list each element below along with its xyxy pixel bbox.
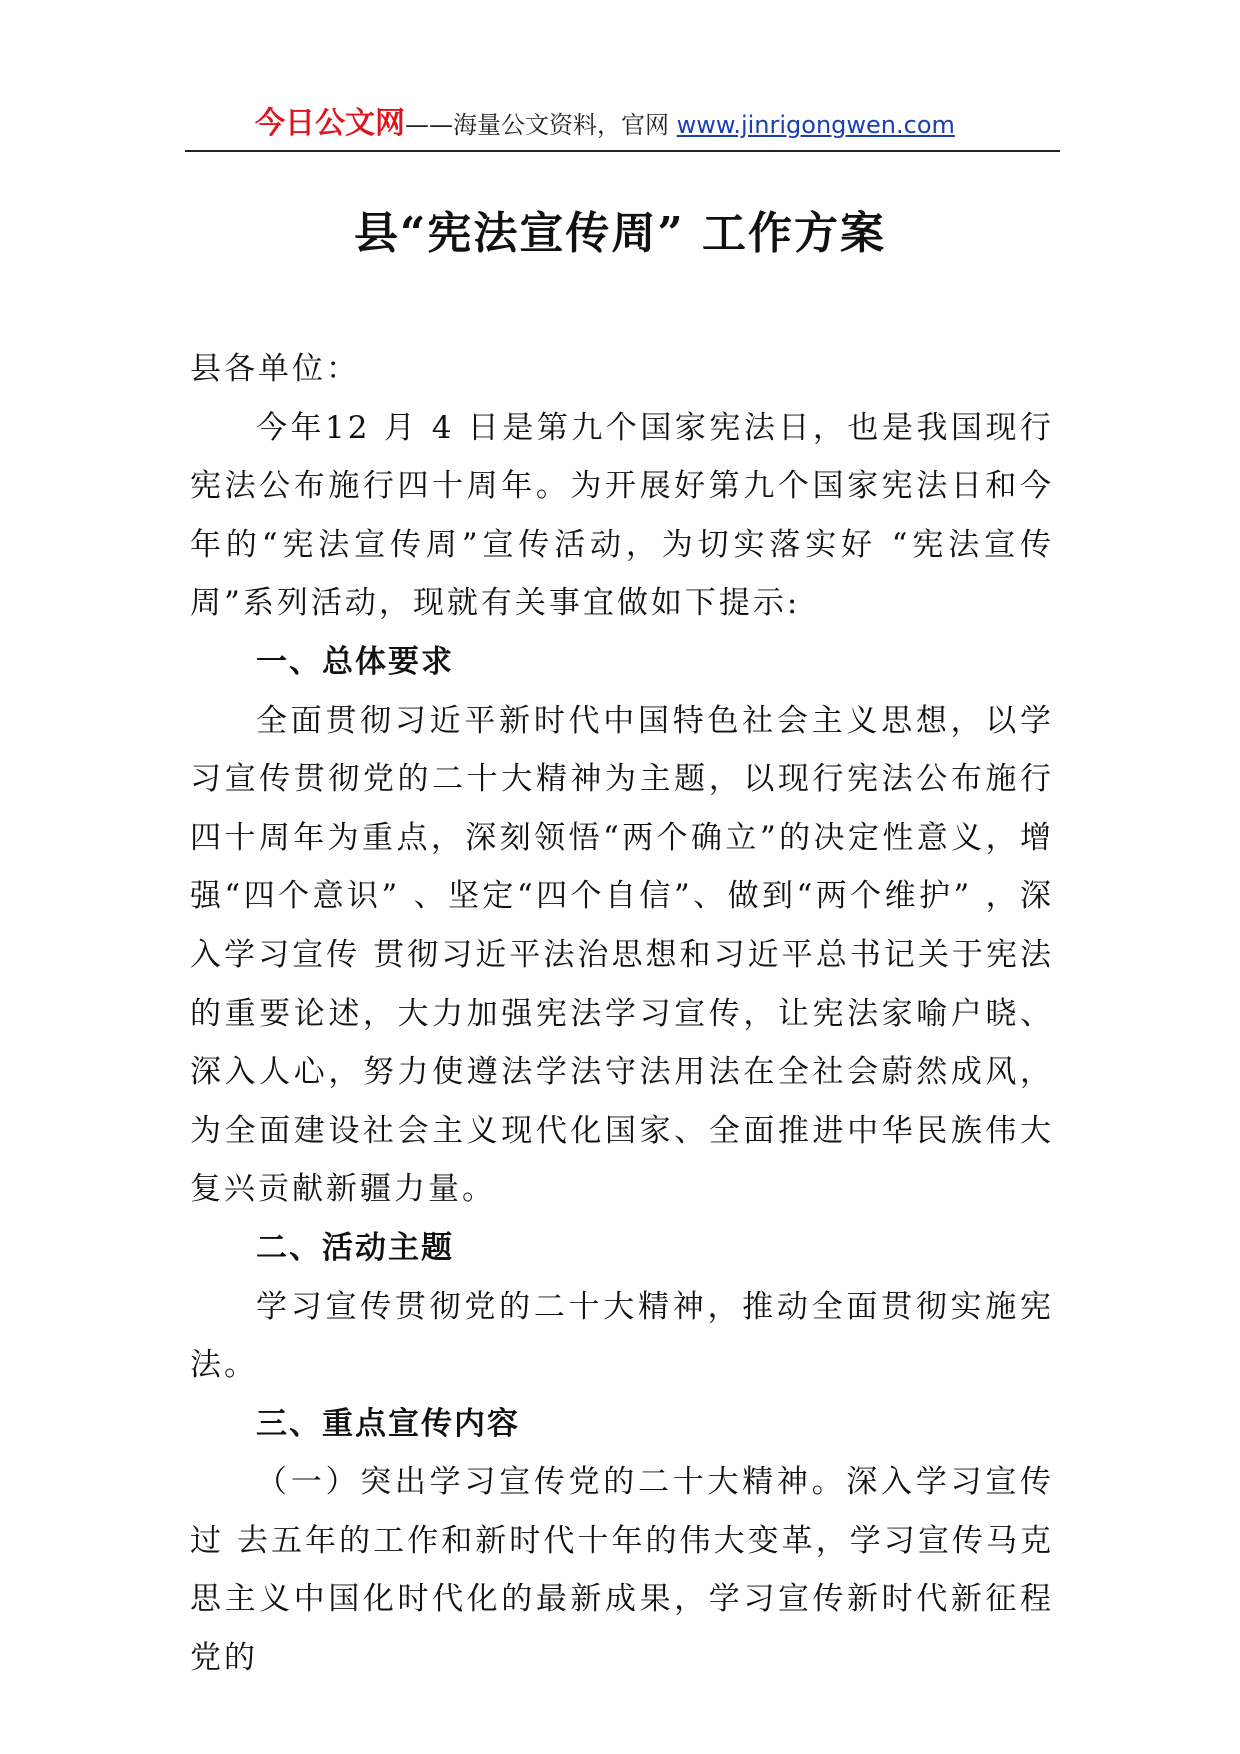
section-heading-2: 二、活动主题 <box>256 1229 454 1266</box>
document-header <box>185 100 1060 152</box>
brand-name: 今日公文网 <box>255 106 405 141</box>
website-link[interactable]: www.jinrigongwen.com <box>676 111 955 139</box>
intro-paragraph: 今年12 月 4 日是第九个国家宪法日，也是我国现行宪法公布施行四十周年。为开展好第九个国家宪法日和今年的“宪法宣传周”宣传活动，为切实落实好 “宪法宣传周”系列活动，现就有关事宜做如下提示: <box>190 409 1054 622</box>
header-tagline: ——海量公文资料，官网 <box>405 111 677 139</box>
document-body <box>190 340 1054 1688</box>
salutation: 县各单位： <box>190 351 360 387</box>
header-banner <box>255 108 955 141</box>
section-heading-1: 一、总体要求 <box>256 643 454 680</box>
document-title: 县“宪法宣传周” 工作方案 <box>354 208 886 259</box>
section-heading-3: 三、重点宣传内容 <box>256 1405 520 1442</box>
section-body-2: 学习宣传贯彻党的二十大精神，推动全面贯彻实施宪法。 <box>190 1288 1054 1384</box>
section-body-3: （一）突出学习宣传党的二十大精神。深入学习宣传过 去五年的工作和新时代十年的伟大变革，学习宣传马克思主义中国化时代化的最新成果，学习宣传新时代新征程党的 <box>190 1464 1054 1677</box>
section-body-1: 全面贯彻习近平新时代中国特色社会主义思想，以学习宣传贯彻党的二十大精神为主题，以现行宪法公布施行四十周年为重点，深刻领悟“两个确立”的决定性意义，增强“四个意识” 、坚定“四个自信”、做到“两个维护” ，深入学习宣传 贯彻习近平法治思想和习近平总书记关于宪法的重要论述，大力加强宪法学习宣传，让宪法家喻户晓、深入人心，努力使遵法学法守法用法在全社会蔚然成风，为全面建设社会主义现代化国家、全面推进中华民族伟大复兴贡献新疆力量。 <box>190 702 1054 1208</box>
